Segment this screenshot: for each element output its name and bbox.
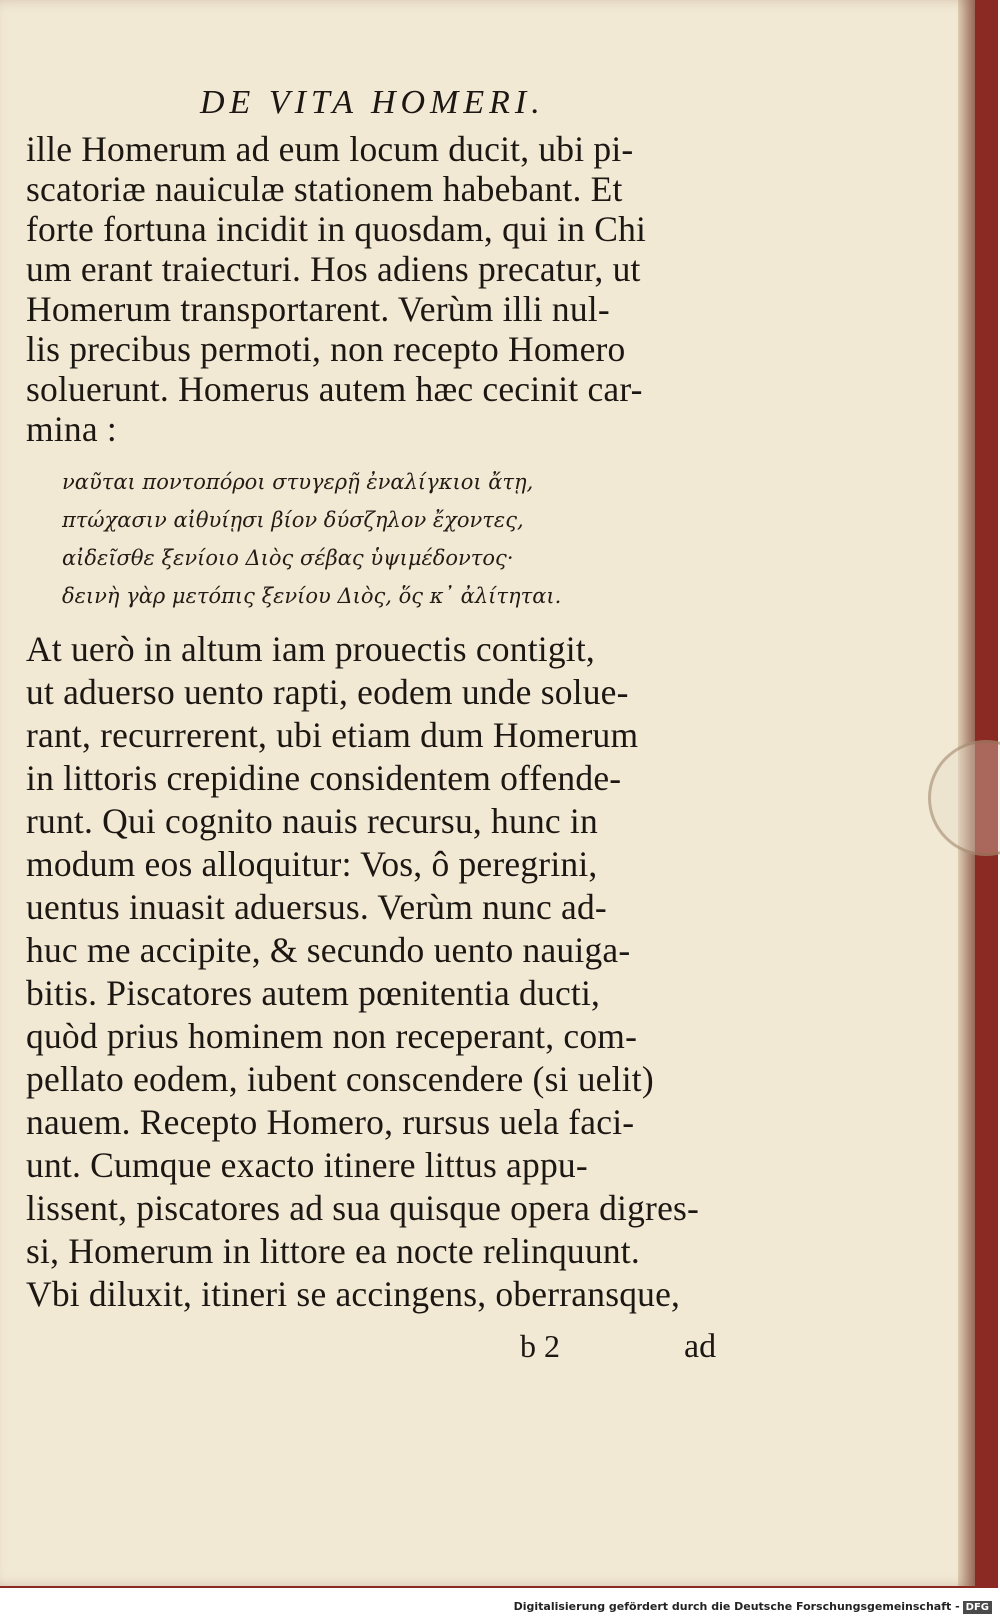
text-line: soluerunt. Homerus autem hæc cecinit car- bbox=[26, 369, 643, 409]
text-line: Vbi diluxit, itineri se accingens, oberransque, bbox=[26, 1274, 681, 1314]
text-line: ille Homerum ad eum locum ducit, ubi pi- bbox=[26, 129, 634, 169]
clasp-mark bbox=[928, 740, 1000, 856]
text-line: ut aduerso uento rapti, eodem unde solue- bbox=[26, 672, 629, 712]
greek-verse-line: αἰδεῖσθε ξενίοιο Διὸς σέβας ὑψιμέδοντος· bbox=[62, 546, 514, 570]
running-head: DE VITA HOMERI. bbox=[200, 84, 545, 121]
credit-text: Digitalisierung gefördert durch die Deutsche Forschungsgemeinschaft - bbox=[513, 1600, 960, 1613]
text-line: bitis. Piscatores autem pœnitentia ducti, bbox=[26, 973, 601, 1013]
greek-verse-line: ναῦται ποντοπόροι στυγερῇ ἐναλίγκιοι ἄτῃ, bbox=[62, 470, 534, 494]
text-line: forte fortuna incidit in quosdam, qui in Chi bbox=[26, 209, 647, 249]
text-line: unt. Cumque exacto itinere littus appu- bbox=[26, 1145, 588, 1185]
signature-mark: b 2 bbox=[520, 1328, 560, 1364]
text-line: uentus inuasit aduersus. Verùm nunc ad- bbox=[26, 887, 607, 927]
dfg-logo: DFG bbox=[963, 1601, 992, 1614]
text-line: scatoriæ nauiculæ stationem habebant. Et bbox=[26, 169, 623, 209]
text-line: Homerum transportarent. Verùm illi nul- bbox=[26, 289, 610, 329]
text-line: runt. Qui cognito nauis recursu, hunc in bbox=[26, 801, 598, 841]
text-line: um erant traiecturi. Hos adiens precatur, ut bbox=[26, 249, 641, 289]
text-line: lissent, piscatores ad sua quisque opera digres- bbox=[26, 1188, 700, 1228]
text-line: si, Homerum in littore ea nocte relinquunt. bbox=[26, 1231, 640, 1271]
text-line: in littoris crepidine considentem offende- bbox=[26, 758, 622, 798]
text-line: mina : bbox=[26, 409, 117, 449]
text-line: nauem. Recepto Homero, rursus uela faci- bbox=[26, 1102, 635, 1142]
text-line: modum eos alloquitur: Vos, ô peregrini, bbox=[26, 844, 598, 884]
text-line: At uerò in altum iam prouectis contigit, bbox=[26, 629, 595, 669]
text-line: quòd prius hominem non receperant, com- bbox=[26, 1016, 638, 1056]
greek-verse-line: πτώχασιν αἰθυίῃσι βίον δύσζηλον ἔχοντες, bbox=[62, 508, 524, 532]
catchword: ad bbox=[684, 1328, 717, 1365]
text-line: pellato eodem, iubent conscendere (si uelit) bbox=[26, 1059, 654, 1099]
text-line: huc me accipite, & secundo uento nauiga- bbox=[26, 930, 631, 970]
greek-verse-line: δεινὴ γὰρ μετόπις ξενίου Διὸς, ὅς κ᾽ ἀλίτηται. bbox=[62, 584, 562, 608]
text-line: rant, recurrerent, ubi etiam dum Homerum bbox=[26, 715, 639, 755]
digitization-credit bbox=[514, 1600, 992, 1614]
text-line: lis precibus permoti, non recepto Homero bbox=[26, 329, 626, 369]
